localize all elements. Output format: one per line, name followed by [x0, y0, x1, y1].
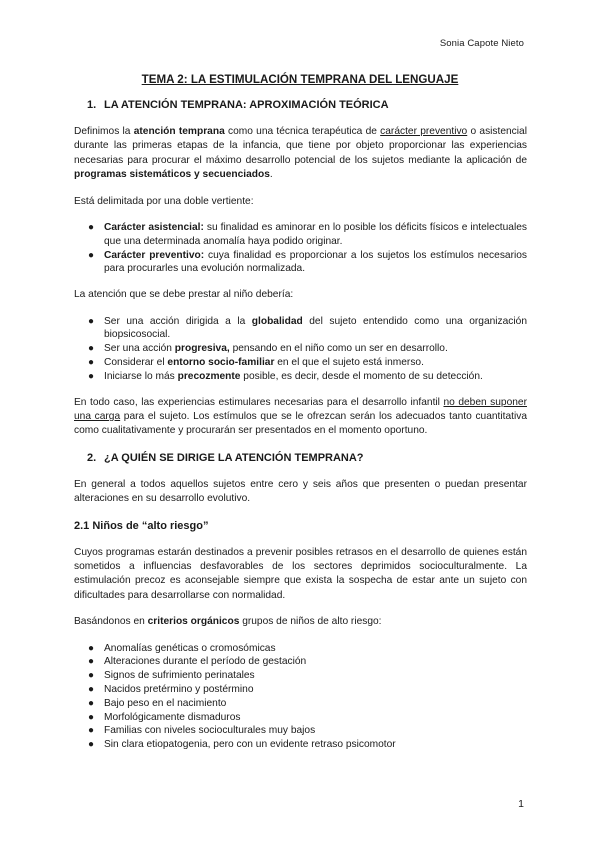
bold-term: progresiva, [174, 343, 230, 355]
list-item [74, 356, 527, 370]
bullet-icon: ● [88, 249, 95, 261]
criterios-list [74, 642, 527, 752]
text: Nacidos pretérmino y postérmino [104, 684, 254, 696]
page-number: 1 [518, 798, 524, 810]
bold-term: Carácter preventivo: [104, 249, 205, 261]
bold-term: globalidad [251, 315, 303, 327]
section-2-heading [87, 451, 527, 465]
text: Familias con niveles socioculturales muy bajos [104, 725, 316, 737]
underlined-term: carácter preventivo [380, 126, 468, 137]
list-item [74, 221, 527, 249]
bullet-icon: ● [88, 315, 95, 327]
text: pensando en el niño como un ser en desarrollo. [229, 343, 448, 355]
text: Sin clara etiopatogenia, pero con un evidente retraso psicomotor [104, 739, 396, 751]
bold-term: criterios orgánicos [147, 616, 240, 628]
text: cuya finalidad es proporcionar a los sujetos los estímulos necesarios para procurarles una evolución normalizada. [104, 249, 527, 275]
bullet-icon: ● [88, 343, 95, 355]
text: posible, es decir, desde el momento de su detección. [240, 370, 483, 382]
text: Anomalías genéticas o cromosómicas [104, 642, 276, 654]
vertientes-list [74, 221, 527, 276]
section-1-heading [87, 98, 527, 112]
bold-term: Carácter asistencial: [104, 222, 204, 234]
document-title: TEMA 2: LA ESTIMULACIÓN TEMPRANA DEL LENGUAJE [141, 73, 459, 86]
text: o asistencial durante las primeras etapas de la infancia, que tiene por objeto proporcionar las experiencias necesarias para procurar el máximo desarrollo potencial de los sujetos mediante la aplicación de [74, 126, 527, 166]
text: grupos de niños de alto riesgo: [239, 616, 382, 628]
text: su finalidad es aminorar en lo posible los déficits físicos e intelectuales que una determinada anomalía haya podido originar. [104, 222, 527, 247]
text: Basándonos en [74, 616, 148, 628]
list-item [74, 738, 527, 752]
section-1-heading-text: LA ATENCIÓN TEMPRANA: APROXIMACIÓN TEÓRICA [104, 99, 389, 111]
atencion-list [74, 315, 527, 384]
text: para el sujeto. Los estímulos que se le ofrezcan serán los adecuados tanto cuantitativa como cualitativamente y procurarán ser presentados en el momento oportuno. [74, 411, 527, 437]
bullet-icon: ● [88, 656, 95, 668]
list-item [74, 724, 527, 738]
bullet-icon: ● [88, 725, 95, 737]
subsection-2-1-heading: 2.1 Niños de “alto riesgo” [74, 519, 209, 532]
paragraph-alto-riesgo: Cuyos programas estarán destinados a prevenir posibles retrasos en el desarrollo de quienes están sometidos a influencias desfavorables de los sectores deprimidos socioculturalmente. La estimulación precoz es aconsejable siempre que exista la sospecha de estar ante un sujeto con dificultades para desarrollarse con normalidad. [74, 546, 527, 601]
text: Alteraciones durante el período de gestación [104, 656, 307, 668]
text: Iniciarse lo más [104, 370, 178, 382]
bullet-icon: ● [88, 222, 95, 234]
text: como una técnica terapéutica de [224, 126, 381, 137]
list-item [74, 711, 527, 725]
list-item [74, 683, 527, 697]
section-1-number: 1. [87, 99, 97, 111]
list-item [74, 655, 527, 669]
list-item [74, 642, 527, 656]
text: Ser una acción [104, 343, 175, 355]
text: En todo caso, las experiencias estimulares necesarias para el desarrollo infantil [74, 396, 444, 408]
list-item [74, 669, 527, 683]
list-item [74, 315, 527, 343]
bullet-icon: ● [88, 370, 95, 382]
underlined-term: no deben suponer una carga [74, 396, 527, 423]
bold-term: atención temprana [133, 126, 225, 137]
text: en el que el sujeto está inmerso. [274, 357, 424, 369]
bold-term: precozmente [177, 370, 241, 382]
section-2-number: 2. [87, 451, 97, 464]
bold-term: programas sistemáticos y secuenciados [74, 169, 270, 181]
list-item [74, 342, 527, 356]
text: del sujeto entendido como una organización biopsicosocial. [104, 315, 527, 341]
text: Morfológicamente dismaduros [104, 711, 241, 723]
paragraph-general: En general a todos aquellos sujetos entre cero y seis años que presenten o puedan presentar alteraciones en su desarrollo evolutivo. [74, 478, 527, 505]
paragraph-atencion-intro: La atención que se debe prestar al niño debería: [74, 289, 294, 301]
text: . [269, 169, 273, 181]
author-header: Sonia Capote Nieto [439, 38, 524, 49]
bullet-icon: ● [88, 739, 95, 751]
list-item [74, 370, 527, 384]
paragraph-criterios [74, 615, 527, 629]
bullet-icon: ● [88, 357, 95, 369]
paragraph-carga [74, 396, 527, 439]
text: Signos de sufrimiento perinatales [104, 670, 255, 682]
text: Ser una acción dirigida a la [104, 315, 252, 327]
section-2-heading-text: ¿A QUIÉN SE DIRIGE LA ATENCIÓN TEMPRANA? [104, 451, 364, 464]
text: Bajo peso en el nacimiento [104, 697, 227, 709]
bullet-icon: ● [88, 711, 95, 723]
text: Definimos la [74, 126, 134, 137]
bullet-icon: ● [88, 642, 95, 654]
text: Considerar el [104, 357, 168, 369]
document-body [74, 98, 527, 764]
bullet-icon: ● [88, 684, 95, 696]
bullet-icon: ● [88, 697, 95, 709]
bullet-icon: ● [88, 670, 95, 682]
paragraph-definition [74, 125, 527, 183]
bold-term: entorno socio-familiar [167, 357, 275, 369]
list-item [74, 697, 527, 711]
list-item [74, 249, 527, 277]
paragraph-vertiente: Está delimitada por una doble vertiente: [74, 195, 254, 207]
